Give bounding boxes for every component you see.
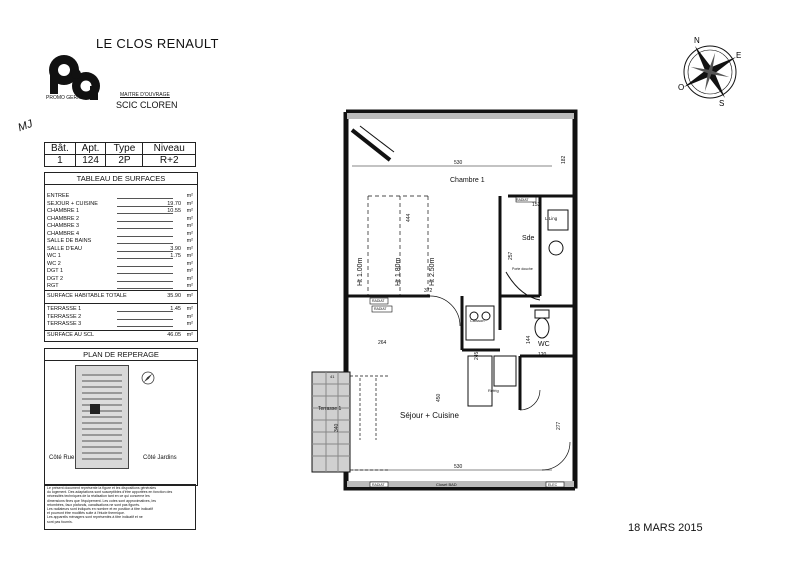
owner-name: SCIC CLOREN — [116, 100, 178, 110]
scl-value: 46.05 — [167, 332, 181, 338]
dim-144: 144 — [526, 335, 532, 344]
dim-245: 245 — [474, 351, 480, 360]
surface-label: TERRASSE 2 — [47, 313, 82, 320]
room-sde: Sde — [522, 235, 535, 242]
dim-264: 264 — [378, 340, 387, 346]
side-street-label: Côté Rue — [49, 455, 75, 461]
room-wc: WC — [538, 341, 550, 348]
surface-unit: m² — [186, 215, 193, 222]
height-2: Ht 1.80m — [395, 257, 402, 286]
dim-530-top: 530 — [454, 160, 463, 166]
label-closet: Closet BAD — [436, 482, 457, 487]
owner-label: MAITRE D'OUVRAGE — [120, 92, 170, 98]
note-line: retombées, faux plafonds, canalisations ne sont pas figurés. — [47, 502, 140, 507]
note-line: dimensions fines que l'équipement. Les cotes sont approximatives, les — [47, 498, 157, 503]
header-bat: Bât. — [45, 143, 76, 155]
surface-label: CHAMBRE 4 — [47, 230, 80, 237]
handwritten-initials: MJ — [16, 117, 35, 135]
label-refrig: Refrig — [488, 388, 499, 393]
dim-153: 153 — [532, 202, 541, 208]
value-type: 2P — [106, 155, 143, 167]
surface-table-title: TABLEAU DE SURFACES — [45, 173, 197, 185]
document-date: 18 MARS 2015 — [628, 522, 703, 534]
note-line: et pourront être modifiés suite à l'étude thermique. — [47, 511, 125, 516]
surface-label: CHAMBRE 1 — [47, 208, 80, 214]
surface-label: DGT 1 — [47, 268, 64, 274]
dim-182: 182 — [561, 155, 567, 164]
label-porte-douche: Porte douche — [512, 267, 533, 271]
header-niveau: Niveau — [143, 143, 196, 155]
surface-unit: m² — [186, 245, 193, 252]
surface-unit: m² — [186, 306, 193, 312]
note-line: du logement. Des adaptations sont susceptibles d'être apportées en fonction des — [47, 490, 173, 495]
surface-label: TERRASSE 3 — [47, 321, 82, 327]
surface-unit: m² — [186, 238, 193, 244]
surface-label: SALLE DE BAINS — [47, 238, 92, 244]
surface-unit: m² — [186, 275, 193, 282]
header-apt: Apt. — [75, 143, 106, 155]
dim-372: 372 — [424, 288, 433, 294]
dim-450: 450 — [436, 393, 442, 402]
note-line: sont pas fournis. — [47, 519, 73, 524]
surface-value: 3.90 — [170, 245, 181, 252]
surface-unit: m² — [186, 321, 193, 327]
compass-s: S — [719, 99, 725, 108]
label-radiat-4: RADIAT — [372, 483, 385, 487]
dim-120: 120 — [538, 352, 547, 358]
project-name: LE CLOS RENAULT — [96, 36, 219, 51]
total-label: SURFACE HABITABLE TOTALE — [47, 293, 127, 299]
label-elec: ELEC — [548, 483, 558, 487]
note-line: Les radiateurs sont indiqués en nombre et en position à titre indicatif — [47, 507, 153, 512]
surface-unit: m² — [186, 193, 193, 199]
note-line: Le présent document représente la figure et les dispositions générales — [47, 486, 156, 490]
surface-unit: m² — [186, 223, 193, 229]
label-radiat-2: RADIAT — [372, 299, 385, 303]
surface-label: DGT 2 — [47, 275, 64, 282]
label-radiat-3: RADIAT — [374, 307, 387, 311]
surface-unit: m² — [186, 208, 193, 214]
surface-label: SALLE D'EAU — [47, 245, 82, 252]
label-cuisson: Cuisson — [470, 318, 485, 323]
dim-257: 257 — [508, 251, 514, 260]
surface-label: RGT — [47, 283, 59, 289]
surface-label: ENTREE — [47, 193, 70, 199]
total-value: 35.90 — [167, 293, 181, 299]
note-line: nécessités techniques de la réalisation tant en ce qui concerne les — [47, 494, 150, 499]
surface-unit: m² — [186, 260, 193, 267]
height-1: Ht 1.00m — [357, 257, 364, 286]
note-line: Les appareils ménagers sont représentés à titre indicatif et ne — [47, 515, 143, 520]
promoter-label: PROMO GERIM — [46, 95, 83, 101]
value-niveau: R+2 — [143, 155, 196, 167]
compass-e: E — [736, 51, 742, 60]
surface-value: 10.55 — [167, 208, 181, 214]
surface-unit: m² — [186, 230, 193, 237]
side-garden-label: Côté Jardins — [143, 455, 177, 461]
surface-scl-row: SURFACE AU SCL 46.05 m² — [47, 332, 193, 338]
surface-value: 19.70 — [167, 200, 181, 207]
surface-value: 1.75 — [170, 253, 181, 259]
room-terrasse: Terrasse 1 — [318, 406, 342, 412]
scl-label: SURFACE AU SCL — [47, 332, 95, 338]
surface-label: TERRASSE 1 — [47, 306, 82, 312]
dim-530-bottom: 530 — [454, 464, 463, 470]
surface-unit: m² — [186, 283, 193, 289]
compass-o: O — [678, 83, 685, 92]
dim-444: 444 — [406, 213, 412, 222]
compass-n: N — [694, 36, 700, 45]
surface-total-row: SURFACE HABITABLE TOTALE 35.90 m² — [47, 293, 193, 299]
value-bat: 1 — [45, 155, 76, 167]
surface-unit: m² — [186, 200, 193, 207]
surface-label: CHAMBRE 3 — [47, 223, 80, 229]
surface-label: SEJOUR + CUISINE — [47, 200, 98, 207]
surface-unit: m² — [186, 268, 193, 274]
height-3: Ht 2.50m — [429, 257, 436, 286]
dim-41: 41 — [330, 374, 335, 379]
surface-label: WC 1 — [47, 253, 61, 259]
surface-value: 1.45 — [170, 306, 181, 312]
dim-340: 340 — [334, 423, 340, 432]
value-apt: 124 — [75, 155, 106, 167]
dim-277: 277 — [556, 421, 562, 430]
label-l-ling: L.Ling — [545, 216, 558, 221]
room-sejour: Séjour + Cuisine — [400, 411, 459, 420]
surface-label: CHAMBRE 2 — [47, 215, 80, 222]
surface-unit: m² — [186, 253, 193, 259]
reperage-title: PLAN DE REPERAGE — [45, 349, 197, 361]
room-chambre: Chambre 1 — [450, 177, 485, 184]
header-type: Type — [106, 143, 143, 155]
surface-label: WC 2 — [47, 260, 61, 267]
label-radiat-1: RADIAT — [516, 198, 529, 202]
surface-unit: m² — [186, 313, 193, 320]
